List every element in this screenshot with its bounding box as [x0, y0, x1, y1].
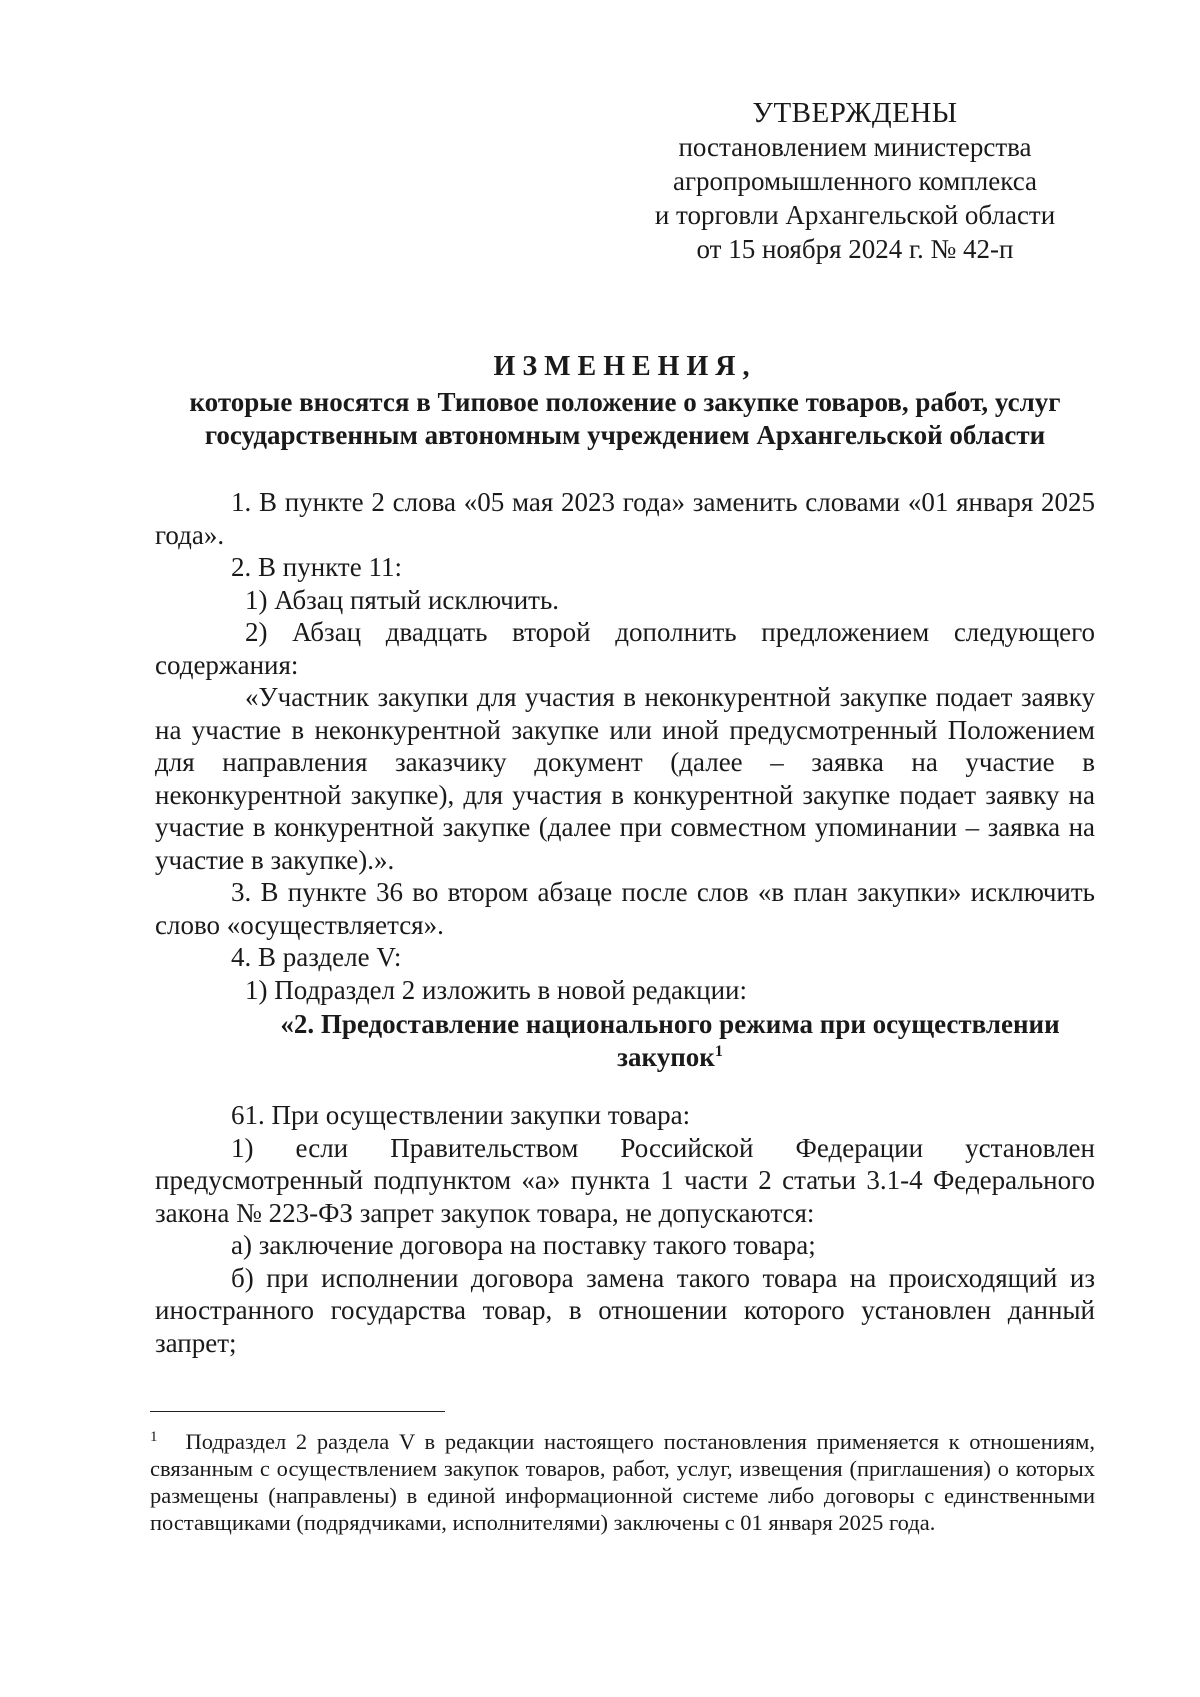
approval-heading: УТВЕРЖДЕНЫ [752, 97, 958, 129]
paragraph-11: 1) если Правительством Российской Федерации установлен предусмотренный подпунктом «а» пункта 1 части 2 статьи 3.1-4 Федерального закона № 223-ФЗ запрет закупок товара, не допускаются: [155, 1132, 1095, 1228]
footnote-reference: 1 [714, 1042, 723, 1060]
paragraph-5-quote: «Участник закупки для участия в неконкурентной закупке подает заявку на участие в неконкурентной закупке или иной предусмотренный Положением для направления заказчику документ (далее – заявка на участие в неконкурентной закупке), для участия в конкурентной закупке подает заявку на участие в конкурентной закупке (далее при совместном упоминании – заявка на участие в закупке).». [155, 682, 1095, 875]
paragraph-3: 1) Абзац пятый исключить. [245, 584, 560, 615]
footnote [150, 1428, 1095, 1536]
footnote-divider [150, 1411, 445, 1412]
subsection-heading-text: «2. Предоставление национального режима при осуществлении закупок [280, 1009, 1060, 1072]
document-title-block [150, 350, 1100, 452]
footnote-mark: 1 [150, 1429, 158, 1445]
approval-stamp-block [640, 96, 1070, 266]
approval-line-2: агропромышленного комплекса [673, 166, 1037, 196]
document-body [155, 486, 1095, 1359]
approval-line-3: и торговли Архангельской области [654, 200, 1056, 230]
approval-line-4: от 15 ноября 2024 г. № 42-п [696, 234, 1014, 264]
paragraph-6: 3. В пункте 36 во втором абзаце после слов «в план закупки» исключить слово «осуществляется». [155, 877, 1095, 940]
paragraph-12: а) заключение договора на поставку такого товара; [231, 1230, 816, 1260]
paragraph-1: 1. В пункте 2 слова «05 мая 2023 года» заменить словами «01 января 2025 года». [155, 487, 1095, 550]
footnote-text: Подраздел 2 раздела V в редакции настоящего постановления применяется к отношениям, связанным с осуществлением закупок товаров, работ, услуг, извещения (приглашения) о которых размещены (направлены) в единой информационной системе либо договоры с единственными поставщиками (подрядчиками, исполнителями) заключены с 01 января 2025 года. [150, 1429, 1095, 1535]
approval-line-1: постановлением министерства [678, 132, 1032, 162]
paragraph-10: 61. При осуществлении закупки товара: [231, 1100, 691, 1130]
paragraph-7: 4. В разделе V: [231, 942, 402, 972]
document-subtitle-line-1: которые вносятся в Типовое положение о закупке товаров, работ, услуг [189, 387, 1061, 417]
paragraph-2: 2. В пункте 11: [231, 552, 402, 582]
paragraph-4: 2) Абзац двадцать второй дополнить предложением следующего содержания: [155, 617, 1095, 680]
document-title: ИЗМЕНЕНИЯ, [493, 351, 757, 382]
paragraph-13: б) при исполнении договора замена такого товара на происходящий из иностранного государства товар, в отношении которого установлен данный запрет; [155, 1262, 1095, 1358]
subsection-heading [155, 1008, 1095, 1073]
paragraph-8: 1) Подраздел 2 изложить в новой редакции: [245, 974, 747, 1005]
document-subtitle-line-2: государственным автономным учреждением Архангельской области [204, 420, 1046, 450]
